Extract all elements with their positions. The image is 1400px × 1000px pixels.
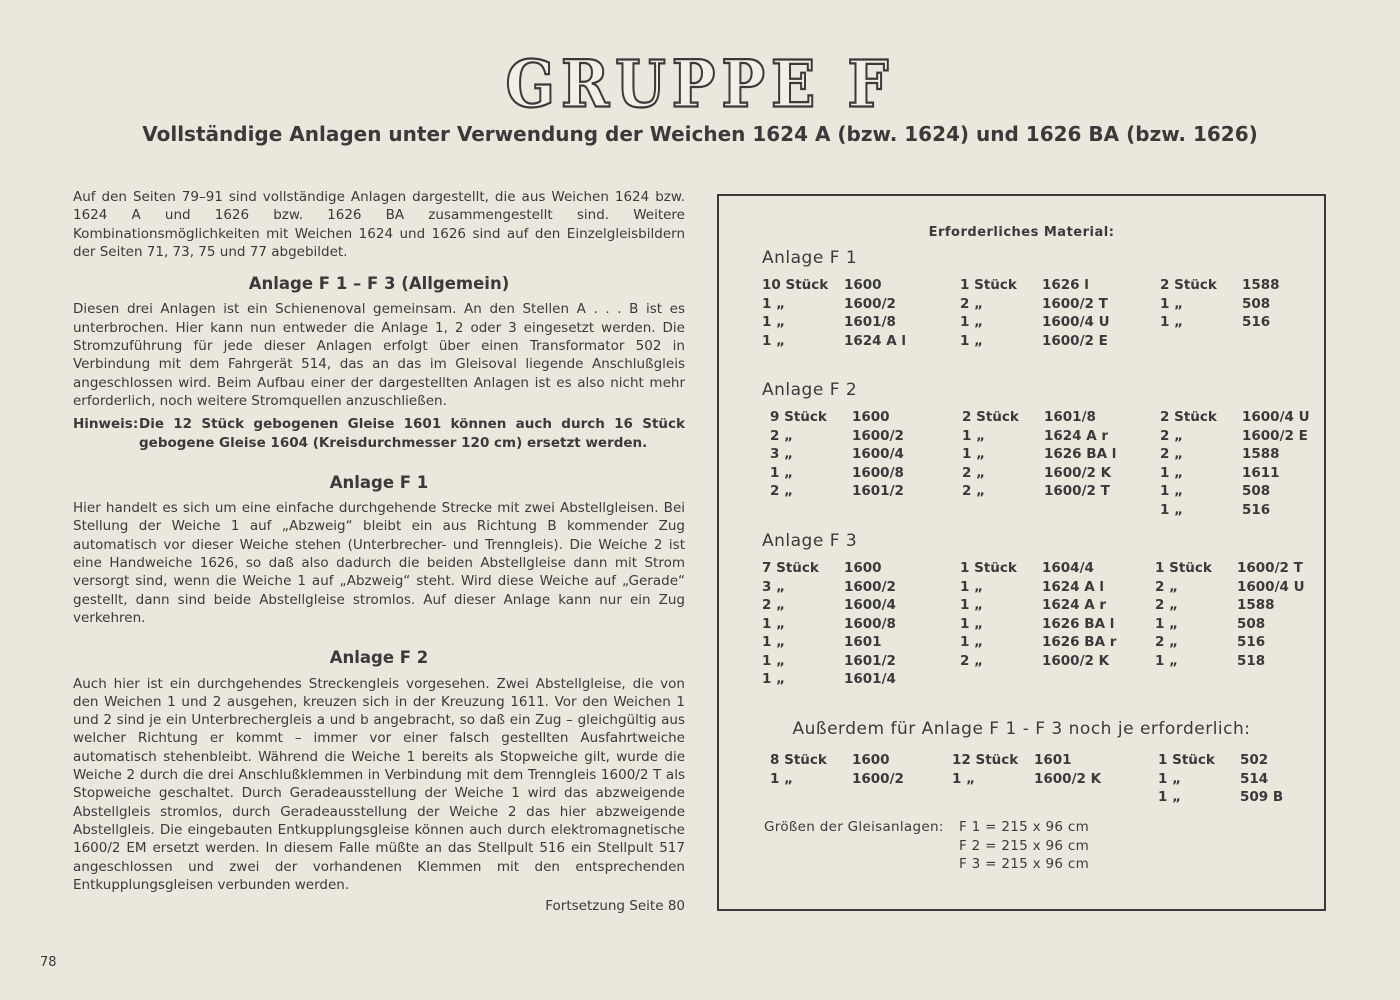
page-number: 78 xyxy=(40,955,57,970)
article-number: 1624 A l xyxy=(1042,578,1105,595)
quantity: 2 „ xyxy=(962,464,985,481)
article-number: 1624 A r xyxy=(1044,427,1109,444)
size-f1: F 1 = 215 x 96 cm xyxy=(959,819,1090,835)
page-subtitle: Vollständige Anlagen unter Verwendung der Weichen 1624 A (bzw. 1624) und 1626 BA (bzw. 1626) xyxy=(142,122,1258,146)
article-number: 1600/2 T xyxy=(1237,560,1303,576)
quantity: 2 „ xyxy=(962,483,985,499)
quantity: 1 „ xyxy=(762,634,785,650)
quantity: 1 „ xyxy=(1158,789,1181,805)
material-row xyxy=(960,615,1116,634)
f1-col-3 xyxy=(1160,276,1280,332)
extra-col-1 xyxy=(770,751,904,788)
f2-paragraph: Auch hier ist ein durchgehendes Streckengleis vorgesehen. Zwei Abstellgleise, die von den Weichen 1 und 2 ausgehen, kreuzen sich in der Kreuzung 1611. Vor den Weichen 1 und 2 sind je ein Unterbrechergleis a und b angebracht, so daß ein Zug – gleichgültig aus welcher Richtung er kommt – immer vor einer falsch gestellten Ausfahrtweiche automatisch stehenbleibt. Während die Weiche 1 bereits als Stopweiche gilt, wurde die Weiche 2 durch die drei Anschlußklemmen in Verbindung mit dem Trenngleis 1600/2 T als Stopweiche geschaltet. Durch Geradeausstellung der Weiche 1 wird das abzweigende Abstellgleis stromlos, durch Geradeausstellung der Weiche 2 das hier abzweigende Abstellgleis. Die eingebauten Entkupplungsgleise können auch durch elektromagnetische 1600/2 EM ersetzt werden. In diesem Falle müßte an das Stellpult 516 ein Stellpult 517 angeschlossen und zwei der vorhandenen Klemmen mit den entsprechenden Entkupplungsgleisen verbunden werden. xyxy=(73,675,685,893)
material-row xyxy=(952,751,1101,770)
quantity: 2 „ xyxy=(770,427,793,444)
article-number: 1601 xyxy=(844,634,882,650)
anlage-f3-label: Anlage F 3 xyxy=(762,531,858,551)
general-heading: Anlage F 1 – F 3 (Allgemein) xyxy=(248,274,510,294)
material-row xyxy=(762,578,896,597)
article-number: 1600/2 K xyxy=(1034,770,1102,787)
f1-heading: Anlage F 1 xyxy=(329,472,429,492)
material-row xyxy=(962,464,1116,483)
article-number: 1604/4 xyxy=(1042,560,1094,576)
material-row xyxy=(1160,464,1310,483)
article-number: 1601/4 xyxy=(844,671,896,687)
article-number: 1624 A r xyxy=(1042,597,1107,613)
sizes-values xyxy=(959,818,1089,874)
material-row xyxy=(770,770,904,789)
material-row xyxy=(1158,751,1283,770)
article-number: 516 xyxy=(1242,501,1271,518)
quantity: 1 „ xyxy=(762,652,785,669)
quantity: 1 „ xyxy=(1160,464,1183,481)
material-row xyxy=(1160,445,1310,464)
quantity: 2 „ xyxy=(1160,446,1183,462)
material-row xyxy=(960,295,1110,314)
quantity: 1 Stück xyxy=(960,277,1017,293)
material-row xyxy=(960,313,1110,332)
general-paragraph: Diesen drei Anlagen ist ein Schienenoval gemeinsam. An den Stellen A . . . B ist es unterbrochen. Hier kann nun entweder die Anlage 1, 2 oder 3 eingesetzt werden. Die Stromzuführung für jede dieser Anlagen erfolgt über einen Transformator 502 in Verbindung mit dem Fahrgerät 514, das an das im Gleisoval liegende Anschlußgleis angeschlossen wird. Beim Aufbau einer der dargestellten Anlagen ist es also nicht mehr erforderlich, noch weitere Stromquellen anzuschließen. xyxy=(73,301,685,409)
article-number: 1588 xyxy=(1242,446,1280,462)
f2-col-3 xyxy=(1160,408,1310,519)
page-title: GRUPPE F xyxy=(505,45,895,123)
quantity: 1 „ xyxy=(1155,652,1178,669)
material-row xyxy=(770,751,904,770)
article-number: 1600 xyxy=(844,560,882,576)
quantity: 1 „ xyxy=(962,427,985,444)
material-row xyxy=(962,482,1116,501)
material-row xyxy=(770,445,904,464)
f1-col-2 xyxy=(960,276,1110,350)
material-row xyxy=(770,464,904,483)
quantity: 12 Stück xyxy=(952,752,1019,768)
f3-col-1 xyxy=(762,559,896,689)
article-number: 1600/4 U xyxy=(1042,314,1110,330)
article-number: 1600/2 xyxy=(852,427,904,444)
article-number: 514 xyxy=(1240,770,1269,787)
article-number: 1600/2 K xyxy=(1042,652,1110,669)
article-number: 509 B xyxy=(1240,789,1284,805)
article-number: 1626 BA l xyxy=(1042,615,1115,632)
quantity: 1 Stück xyxy=(1155,560,1212,576)
quantity: 3 „ xyxy=(770,446,793,462)
article-number: 1600/2 T xyxy=(1044,483,1110,499)
material-row xyxy=(762,615,896,634)
material-row xyxy=(770,427,904,446)
article-number: 1601/8 xyxy=(1044,409,1096,425)
quantity: 1 „ xyxy=(960,615,983,632)
article-number: 1600/2 xyxy=(844,295,896,312)
material-row xyxy=(1155,578,1305,597)
article-number: 1600/4 U xyxy=(1237,578,1305,595)
quantity: 1 „ xyxy=(960,634,983,650)
quantity: 2 Stück xyxy=(1160,409,1217,425)
hint-note xyxy=(73,415,685,452)
size-f2: F 2 = 215 x 96 cm xyxy=(959,837,1090,854)
quantity: 1 „ xyxy=(960,314,983,330)
article-number: 1626 l xyxy=(1042,277,1089,293)
quantity: 2 „ xyxy=(762,597,785,613)
material-row xyxy=(762,652,896,671)
quantity: 1 „ xyxy=(1160,483,1183,499)
quantity: 7 Stück xyxy=(762,560,819,576)
quantity: 2 „ xyxy=(1155,597,1178,613)
article-number: 508 xyxy=(1237,615,1266,632)
material-row xyxy=(1155,596,1305,615)
anlage-f1-label: Anlage F 1 xyxy=(762,248,858,268)
quantity: 8 Stück xyxy=(770,752,827,768)
f2-heading: Anlage F 2 xyxy=(329,648,429,668)
material-row xyxy=(762,633,896,652)
material-row xyxy=(770,482,904,501)
article-number: 508 xyxy=(1242,483,1271,499)
article-number: 1600/2 xyxy=(852,770,904,787)
material-row xyxy=(762,670,896,689)
article-number: 1600/2 xyxy=(844,578,896,595)
material-row xyxy=(952,770,1101,789)
material-row xyxy=(762,276,906,295)
article-number: 1601/2 xyxy=(844,652,896,669)
quantity: 1 „ xyxy=(770,770,793,787)
quantity: 10 Stück xyxy=(762,277,829,293)
material-row xyxy=(1160,501,1310,520)
quantity: 2 „ xyxy=(960,295,983,312)
material-row xyxy=(960,578,1116,597)
anlage-f2-label: Anlage F 2 xyxy=(762,380,858,400)
material-row xyxy=(1155,633,1305,652)
article-number: 1600/8 xyxy=(852,464,904,481)
article-number: 1588 xyxy=(1237,597,1275,613)
article-number: 1600/4 xyxy=(852,446,904,462)
quantity: 1 „ xyxy=(1155,615,1178,632)
quantity: 1 Stück xyxy=(960,560,1017,576)
material-row xyxy=(1160,295,1280,314)
material-row xyxy=(960,652,1116,671)
article-number: 1600/2 E xyxy=(1042,332,1108,349)
quantity: 1 „ xyxy=(1160,501,1183,518)
article-number: 1624 A l xyxy=(844,332,907,349)
quantity: 1 „ xyxy=(770,464,793,481)
quantity: 1 „ xyxy=(762,671,785,687)
quantity: 1 „ xyxy=(762,615,785,632)
quantity: 2 „ xyxy=(1160,427,1183,444)
material-row xyxy=(762,295,906,314)
quantity: 2 Stück xyxy=(962,409,1019,425)
material-row xyxy=(962,427,1116,446)
material-row xyxy=(1155,615,1305,634)
intro-paragraph: Auf den Seiten 79–91 sind vollständige Anlagen dargestellt, die aus Weichen 1624 bzw. 1624 A und 1626 bzw. 1626 BA zusammengestellt sind. Weitere Kombinationsmöglichkeiten mit Weichen 1624 und 1626 sind auf den Einzelgleisbildern der Seiten 71, 73, 75 und 77 abgebildet. xyxy=(73,189,685,260)
article-number: 1600/2 K xyxy=(1044,464,1112,481)
f3-col-2 xyxy=(960,559,1116,670)
material-row xyxy=(960,332,1110,351)
article-number: 1600/4 xyxy=(844,597,896,613)
continuation-note: Fortsetzung Seite 80 xyxy=(545,898,685,915)
quantity: 1 „ xyxy=(960,578,983,595)
quantity: 1 „ xyxy=(962,446,985,462)
material-row xyxy=(1160,482,1310,501)
quantity: 1 „ xyxy=(1160,295,1183,312)
quantity: 1 Stück xyxy=(1158,752,1215,768)
f3-col-3 xyxy=(1155,559,1305,670)
quantity: 2 „ xyxy=(1155,578,1178,595)
quantity: 2 Stück xyxy=(1160,277,1217,293)
extra-col-3 xyxy=(1158,751,1283,807)
material-row xyxy=(762,332,906,351)
material-box xyxy=(717,194,1326,911)
article-number: 1626 BA l xyxy=(1044,446,1117,462)
material-row xyxy=(762,559,896,578)
left-text-column xyxy=(73,188,685,915)
article-number: 1600/8 xyxy=(844,615,896,632)
quantity: 1 „ xyxy=(762,332,785,349)
article-number: 1600 xyxy=(852,752,890,768)
hint-label: Hinweis: xyxy=(73,416,139,433)
material-row xyxy=(1155,559,1305,578)
quantity: 2 „ xyxy=(770,483,793,499)
quantity: 2 „ xyxy=(960,652,983,669)
material-row xyxy=(962,408,1116,427)
article-number: 1611 xyxy=(1242,464,1280,481)
material-row xyxy=(1158,788,1283,807)
article-number: 1600/2 E xyxy=(1242,427,1308,444)
quantity: 3 „ xyxy=(762,578,785,595)
material-row xyxy=(960,559,1116,578)
article-number: 1600/4 U xyxy=(1242,409,1310,425)
quantity: 1 „ xyxy=(960,597,983,613)
material-heading: Erforderliches Material: xyxy=(928,225,1115,240)
material-row xyxy=(1160,427,1310,446)
article-number: 1588 xyxy=(1242,277,1280,293)
f2-col-2 xyxy=(962,408,1116,501)
extra-col-2 xyxy=(952,751,1101,788)
article-number: 516 xyxy=(1242,314,1271,330)
material-row xyxy=(770,408,904,427)
article-number: 1626 BA r xyxy=(1042,634,1117,650)
material-row xyxy=(1160,313,1280,332)
material-row xyxy=(1158,770,1283,789)
article-number: 516 xyxy=(1237,634,1266,650)
material-row xyxy=(1160,276,1280,295)
article-number: 1600 xyxy=(852,409,890,425)
article-number: 1600 xyxy=(844,277,882,293)
article-number: 1601/2 xyxy=(852,483,904,499)
hint-text: Die 12 Stück gebogenen Gleise 1601 können auch durch 16 Stück gebogene Gleise 1604 (Kreisdurchmesser 120 cm) ersetzt werden. xyxy=(139,416,685,451)
quantity: 1 „ xyxy=(960,332,983,349)
article-number: 518 xyxy=(1237,652,1266,669)
material-row xyxy=(960,596,1116,615)
quantity: 1 „ xyxy=(952,770,975,787)
material-row xyxy=(762,313,906,332)
quantity: 1 „ xyxy=(762,314,785,330)
article-number: 1601 xyxy=(1034,752,1072,768)
quantity: 9 Stück xyxy=(770,409,827,425)
quantity: 1 „ xyxy=(1158,770,1181,787)
material-row xyxy=(1160,408,1310,427)
article-number: 508 xyxy=(1242,295,1271,312)
article-number: 1601/8 xyxy=(844,314,896,330)
f1-paragraph: Hier handelt es sich um eine einfache durchgehende Strecke mit zwei Abstellgleisen. Bei Stellung der Weiche 1 auf „Abzweig“ bleibt ein aus Richtung B kommender Zug automatisch vor dieser Weiche stehen (Unterbrecher- und Trenngleis). Die Weiche 2 ist eine Handweiche 1626, so daß also dadurch die beiden Abstellgleise dann mit Strom versorgt sind, wenn die Weiche 1 auf „Abzweig“ steht. Wird diese Weiche auf „Gerade“ gestellt, dann sind beide Abstellgleise stromlos. Auf dieser Anlage kann nur ein Zug verkehren. xyxy=(73,500,685,626)
material-row xyxy=(962,445,1116,464)
quantity: 2 „ xyxy=(1155,634,1178,650)
track-sizes xyxy=(764,818,1089,874)
material-row xyxy=(960,276,1110,295)
f2-col-1 xyxy=(770,408,904,501)
article-number: 1600/2 T xyxy=(1042,295,1108,312)
extra-heading: Außerdem für Anlage F 1 - F 3 noch je erforderlich: xyxy=(792,719,1251,739)
size-f3: F 3 = 215 x 96 cm xyxy=(959,856,1090,872)
quantity: 1 „ xyxy=(1160,314,1183,330)
sizes-label: Größen der Gleisanlagen: xyxy=(764,819,944,835)
material-row xyxy=(762,596,896,615)
material-row xyxy=(960,633,1116,652)
quantity: 1 „ xyxy=(762,295,785,312)
material-row xyxy=(1155,652,1305,671)
f1-col-1 xyxy=(762,276,906,350)
article-number: 502 xyxy=(1240,752,1269,768)
